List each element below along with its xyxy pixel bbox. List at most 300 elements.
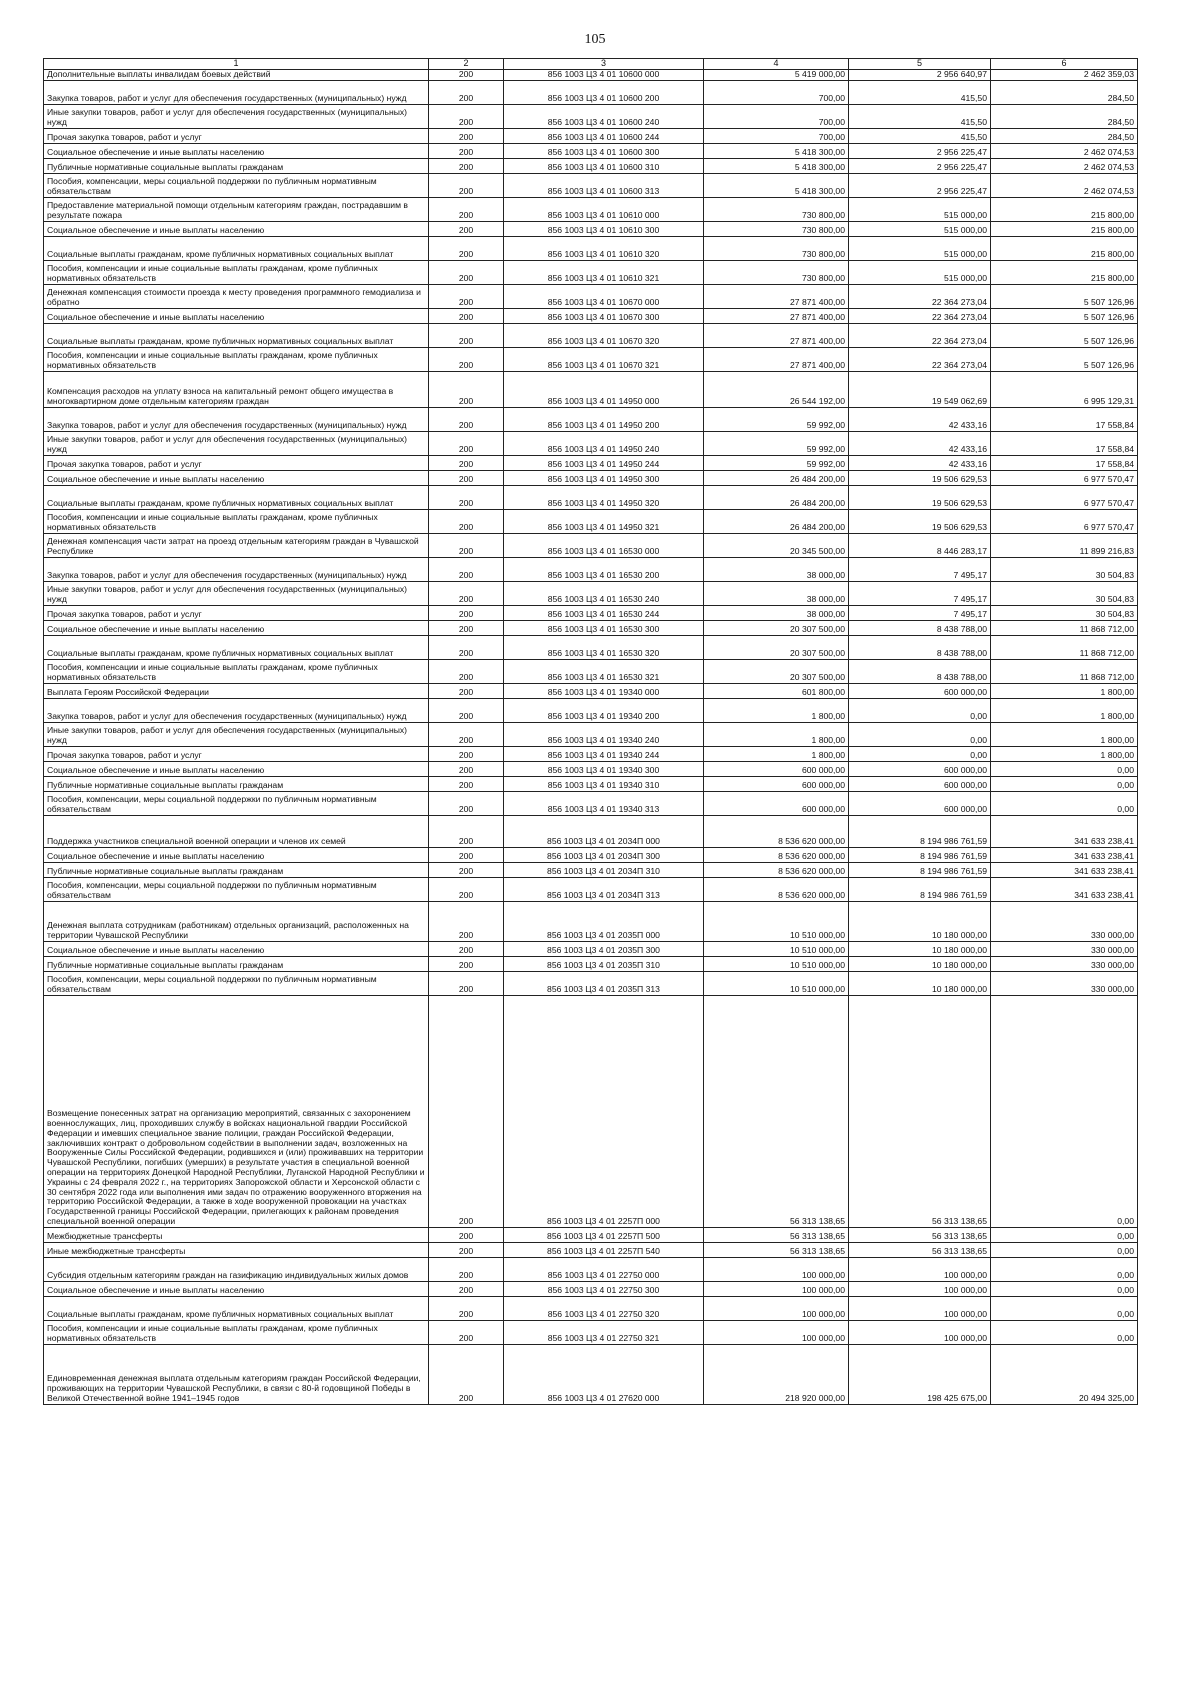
- row-col6-value: 0,00: [991, 1227, 1138, 1242]
- row-code: 200: [429, 862, 504, 877]
- table-row: [44, 407, 1138, 431]
- row-name: Публичные нормативные социальные выплаты гражданам: [44, 158, 429, 173]
- row-name: Иные межбюджетные трансферты: [44, 1242, 429, 1257]
- table-row: [44, 761, 1138, 776]
- row-col6-value: 5 507 126,96: [991, 323, 1138, 347]
- row-col5-value: 600 000,00: [849, 683, 991, 698]
- row-code: 200: [429, 620, 504, 635]
- row-kbk: 856 1003 Ц3 4 01 2035П 000: [504, 901, 704, 941]
- row-code: 200: [429, 581, 504, 605]
- row-col5-value: 42 433,16: [849, 455, 991, 470]
- row-col6-value: 30 504,83: [991, 557, 1138, 581]
- row-col6-value: 6 977 570,47: [991, 485, 1138, 509]
- row-code: 200: [429, 347, 504, 371]
- row-code: 200: [429, 683, 504, 698]
- table-row: [44, 847, 1138, 862]
- row-code: 200: [429, 371, 504, 407]
- row-code: 200: [429, 485, 504, 509]
- row-name: Социальное обеспечение и иные выплаты населению: [44, 941, 429, 956]
- row-col5-value: 100 000,00: [849, 1281, 991, 1296]
- row-col6-value: 30 504,83: [991, 581, 1138, 605]
- row-col6-value: 11 868 712,00: [991, 620, 1138, 635]
- row-kbk: 856 1003 Ц3 4 01 10600 000: [504, 70, 704, 81]
- row-kbk: 856 1003 Ц3 4 01 2035П 310: [504, 956, 704, 971]
- row-kbk: 856 1003 Ц3 4 01 19340 000: [504, 683, 704, 698]
- row-kbk: 856 1003 Ц3 4 01 2035П 300: [504, 941, 704, 956]
- table-row: [44, 776, 1138, 791]
- row-code: 200: [429, 956, 504, 971]
- row-name: Социальное обеспечение и иные выплаты населению: [44, 470, 429, 485]
- row-code: 200: [429, 197, 504, 221]
- row-kbk: 856 1003 Ц3 4 01 10670 320: [504, 323, 704, 347]
- row-col6-value: 17 558,84: [991, 431, 1138, 455]
- table-row: [44, 698, 1138, 722]
- row-col4-value: 1 800,00: [704, 698, 849, 722]
- budget-table: [43, 58, 1138, 1405]
- table-row: [44, 1320, 1138, 1344]
- column-header: 2: [429, 59, 504, 70]
- row-col4-value: 26 484 200,00: [704, 485, 849, 509]
- row-col5-value: 100 000,00: [849, 1320, 991, 1344]
- row-name: Социальное обеспечение и иные выплаты населению: [44, 620, 429, 635]
- row-name: Социальное обеспечение и иные выплаты населению: [44, 847, 429, 862]
- row-col5-value: 8 446 283,17: [849, 533, 991, 557]
- row-code: 200: [429, 877, 504, 901]
- row-kbk: 856 1003 Ц3 4 01 14950 321: [504, 509, 704, 533]
- row-col6-value: 0,00: [991, 1281, 1138, 1296]
- row-code: 200: [429, 698, 504, 722]
- row-code: 200: [429, 236, 504, 260]
- row-col4-value: 700,00: [704, 80, 849, 104]
- row-code: 200: [429, 173, 504, 197]
- row-col4-value: 20 307 500,00: [704, 620, 849, 635]
- row-kbk: 856 1003 Ц3 4 01 14950 244: [504, 455, 704, 470]
- row-col5-value: 7 495,17: [849, 557, 991, 581]
- table-row: [44, 1242, 1138, 1257]
- row-kbk: 856 1003 Ц3 4 01 14950 320: [504, 485, 704, 509]
- row-col6-value: 5 507 126,96: [991, 308, 1138, 323]
- row-name: Пособия, компенсации, меры социальной поддержки по публичным нормативным обязательствам: [44, 877, 429, 901]
- row-col5-value: 19 549 062,69: [849, 371, 991, 407]
- row-col6-value: 17 558,84: [991, 455, 1138, 470]
- row-name: Прочая закупка товаров, работ и услуг: [44, 455, 429, 470]
- row-col4-value: 8 536 620 000,00: [704, 862, 849, 877]
- row-col6-value: 330 000,00: [991, 971, 1138, 995]
- row-col6-value: 5 507 126,96: [991, 284, 1138, 308]
- row-col4-value: 20 307 500,00: [704, 659, 849, 683]
- table-row: [44, 485, 1138, 509]
- row-col5-value: 22 364 273,04: [849, 284, 991, 308]
- row-col6-value: 1 800,00: [991, 683, 1138, 698]
- row-col6-value: 6 995 129,31: [991, 371, 1138, 407]
- row-name: Межбюджетные трансферты: [44, 1227, 429, 1242]
- table-row: [44, 236, 1138, 260]
- row-col6-value: 341 633 238,41: [991, 862, 1138, 877]
- row-code: 200: [429, 1281, 504, 1296]
- row-col4-value: 10 510 000,00: [704, 941, 849, 956]
- row-col6-value: 284,50: [991, 80, 1138, 104]
- row-col5-value: 56 313 138,65: [849, 1227, 991, 1242]
- row-col5-value: 42 433,16: [849, 407, 991, 431]
- column-header: 4: [704, 59, 849, 70]
- row-col5-value: 415,50: [849, 104, 991, 128]
- row-col4-value: 600 000,00: [704, 776, 849, 791]
- row-kbk: 856 1003 Ц3 4 01 2257П 000: [504, 995, 704, 1227]
- row-name: Пособия, компенсации и иные социальные выплаты гражданам, кроме публичных нормативных обязательств: [44, 509, 429, 533]
- row-col6-value: 0,00: [991, 1320, 1138, 1344]
- row-col5-value: 22 364 273,04: [849, 347, 991, 371]
- row-col5-value: 2 956 640,97: [849, 70, 991, 81]
- row-col6-value: 330 000,00: [991, 901, 1138, 941]
- row-col4-value: 100 000,00: [704, 1257, 849, 1281]
- row-col6-value: 341 633 238,41: [991, 815, 1138, 847]
- row-kbk: 856 1003 Ц3 4 01 10670 000: [504, 284, 704, 308]
- row-col5-value: 42 433,16: [849, 431, 991, 455]
- table-row: [44, 128, 1138, 143]
- row-col5-value: 10 180 000,00: [849, 941, 991, 956]
- row-col6-value: 1 800,00: [991, 698, 1138, 722]
- column-header: 1: [44, 59, 429, 70]
- page-number: 105: [584, 32, 606, 47]
- row-kbk: 856 1003 Ц3 4 01 19340 244: [504, 746, 704, 761]
- row-col6-value: 0,00: [991, 791, 1138, 815]
- row-code: 200: [429, 776, 504, 791]
- row-col6-value: 17 558,84: [991, 407, 1138, 431]
- row-col5-value: 10 180 000,00: [849, 956, 991, 971]
- row-col4-value: 1 800,00: [704, 722, 849, 746]
- row-code: 200: [429, 455, 504, 470]
- row-col5-value: 600 000,00: [849, 761, 991, 776]
- row-name: Социальное обеспечение и иные выплаты населению: [44, 761, 429, 776]
- row-code: 200: [429, 746, 504, 761]
- row-col5-value: 0,00: [849, 746, 991, 761]
- row-kbk: 856 1003 Ц3 4 01 10600 244: [504, 128, 704, 143]
- row-name: Социальное обеспечение и иные выплаты населению: [44, 221, 429, 236]
- row-name: Публичные нормативные социальные выплаты гражданам: [44, 862, 429, 877]
- row-col5-value: 2 956 225,47: [849, 173, 991, 197]
- row-code: 200: [429, 1257, 504, 1281]
- row-col6-value: 11 868 712,00: [991, 635, 1138, 659]
- row-kbk: 856 1003 Ц3 4 01 19340 240: [504, 722, 704, 746]
- table-row: [44, 509, 1138, 533]
- row-name: Денежная выплата сотрудникам (работникам) отдельных организаций, расположенных на территории Чувашской Республики: [44, 901, 429, 941]
- row-col6-value: 284,50: [991, 128, 1138, 143]
- row-kbk: 856 1003 Ц3 4 01 2257П 540: [504, 1242, 704, 1257]
- row-name: Компенсация расходов на уплату взноса на капитальный ремонт общего имущества в многоквартирном доме отдельным категориям граждан: [44, 371, 429, 407]
- row-col5-value: 19 506 629,53: [849, 509, 991, 533]
- row-kbk: 856 1003 Ц3 4 01 14950 000: [504, 371, 704, 407]
- row-col6-value: 330 000,00: [991, 956, 1138, 971]
- row-name: Иные закупки товаров, работ и услуг для обеспечения государственных (муниципальных) нужд: [44, 581, 429, 605]
- row-code: 200: [429, 1320, 504, 1344]
- row-col4-value: 10 510 000,00: [704, 971, 849, 995]
- table-row: [44, 605, 1138, 620]
- row-col5-value: 415,50: [849, 128, 991, 143]
- table-row: [44, 971, 1138, 995]
- row-name: Иные закупки товаров, работ и услуг для обеспечения государственных (муниципальных) нужд: [44, 431, 429, 455]
- row-col5-value: 8 194 986 761,59: [849, 847, 991, 862]
- row-col6-value: 5 507 126,96: [991, 347, 1138, 371]
- row-col4-value: 730 800,00: [704, 236, 849, 260]
- table-row: [44, 158, 1138, 173]
- row-name: Социальные выплаты гражданам, кроме публичных нормативных социальных выплат: [44, 485, 429, 509]
- row-col4-value: 10 510 000,00: [704, 956, 849, 971]
- table-row: [44, 173, 1138, 197]
- row-col4-value: 20 345 500,00: [704, 533, 849, 557]
- table-row: [44, 197, 1138, 221]
- row-col5-value: 0,00: [849, 698, 991, 722]
- row-col5-value: 415,50: [849, 80, 991, 104]
- row-col4-value: 100 000,00: [704, 1320, 849, 1344]
- row-col4-value: 59 992,00: [704, 407, 849, 431]
- row-col6-value: 284,50: [991, 104, 1138, 128]
- row-col4-value: 5 418 300,00: [704, 143, 849, 158]
- row-col5-value: 7 495,17: [849, 605, 991, 620]
- row-code: 200: [429, 1344, 504, 1404]
- row-kbk: 856 1003 Ц3 4 01 16530 320: [504, 635, 704, 659]
- row-name: Закупка товаров, работ и услуг для обеспечения государственных (муниципальных) нужд: [44, 407, 429, 431]
- row-name: Денежная компенсация части затрат на проезд отдельным категориям граждан в Чувашской Республике: [44, 533, 429, 557]
- row-col4-value: 100 000,00: [704, 1296, 849, 1320]
- row-col6-value: 2 462 074,53: [991, 158, 1138, 173]
- row-col4-value: 27 871 400,00: [704, 308, 849, 323]
- table-row: [44, 431, 1138, 455]
- row-kbk: 856 1003 Ц3 4 01 16530 200: [504, 557, 704, 581]
- row-code: 200: [429, 1296, 504, 1320]
- row-kbk: 856 1003 Ц3 4 01 2257П 500: [504, 1227, 704, 1242]
- row-code: 200: [429, 308, 504, 323]
- table-row: [44, 791, 1138, 815]
- row-kbk: 856 1003 Ц3 4 01 2035П 313: [504, 971, 704, 995]
- row-code: 200: [429, 128, 504, 143]
- row-col6-value: 1 800,00: [991, 746, 1138, 761]
- row-name: Выплата Героям Российской Федерации: [44, 683, 429, 698]
- row-code: 200: [429, 143, 504, 158]
- table-row: [44, 284, 1138, 308]
- row-code: 200: [429, 971, 504, 995]
- row-kbk: 856 1003 Ц3 4 01 10600 310: [504, 158, 704, 173]
- row-kbk: 856 1003 Ц3 4 01 10670 300: [504, 308, 704, 323]
- row-kbk: 856 1003 Ц3 4 01 2034П 313: [504, 877, 704, 901]
- row-kbk: 856 1003 Ц3 4 01 22750 300: [504, 1281, 704, 1296]
- row-col5-value: 22 364 273,04: [849, 323, 991, 347]
- row-col4-value: 10 510 000,00: [704, 901, 849, 941]
- row-code: 200: [429, 70, 504, 81]
- row-col6-value: 341 633 238,41: [991, 847, 1138, 862]
- row-name: Пособия, компенсации и иные социальные выплаты гражданам, кроме публичных нормативных обязательств: [44, 260, 429, 284]
- row-name: Пособия, компенсации, меры социальной поддержки по публичным нормативным обязательствам: [44, 791, 429, 815]
- row-kbk: 856 1003 Ц3 4 01 22750 320: [504, 1296, 704, 1320]
- row-kbk: 856 1003 Ц3 4 01 2034П 300: [504, 847, 704, 862]
- row-name: Возмещение понесенных затрат на организацию мероприятий, связанных с захоронением военнослужащих, лиц, проходивших службу в войсках национальной гвардии Российской Федерации и имевших специальное звание полиции, граждан Российской Федерации, заключивших контракт о добровольном содействии в выполнении задач, возложенных на Вооруженные Силы Российской Федерации, родившихся и (или) проживавших на территории Чувашской Республики, погибших (умерших) в результате участия в специальной военной операции на территориях Донецкой Народной Республики, Луганской Народной Республики и Украины с 24 февраля 2022 г., на территориях Запорожской области и Херсонской области с 30 сентября 2022 года или выполнения ими задач по отражению вооруженного вторжения на территорию Российской Федерации, а также в ходе вооруженной провокации на участках Государственной границы Российской Федерации, прилегающих к районам проведения специальной военной операции: [44, 995, 429, 1227]
- row-code: 200: [429, 791, 504, 815]
- row-name: Социальное обеспечение и иные выплаты населению: [44, 308, 429, 323]
- row-col5-value: 8 438 788,00: [849, 659, 991, 683]
- table-body: [44, 70, 1138, 1405]
- row-col5-value: 10 180 000,00: [849, 971, 991, 995]
- table-row: [44, 995, 1138, 1227]
- row-kbk: 856 1003 Ц3 4 01 10610 321: [504, 260, 704, 284]
- row-col4-value: 56 313 138,65: [704, 995, 849, 1227]
- row-code: 200: [429, 221, 504, 236]
- row-col6-value: 2 462 359,03: [991, 70, 1138, 81]
- row-code: 200: [429, 761, 504, 776]
- row-name: Поддержка участников специальной военной операции и членов их семей: [44, 815, 429, 847]
- row-kbk: 856 1003 Ц3 4 01 2034П 310: [504, 862, 704, 877]
- row-name: Пособия, компенсации и иные социальные выплаты гражданам, кроме публичных нормативных обязательств: [44, 659, 429, 683]
- row-col6-value: 330 000,00: [991, 941, 1138, 956]
- row-name: Прочая закупка товаров, работ и услуг: [44, 746, 429, 761]
- row-code: 200: [429, 659, 504, 683]
- table-row: [44, 1257, 1138, 1281]
- row-kbk: 856 1003 Ц3 4 01 19340 300: [504, 761, 704, 776]
- row-col6-value: 2 462 074,53: [991, 173, 1138, 197]
- table-row: [44, 956, 1138, 971]
- row-kbk: 856 1003 Ц3 4 01 10600 313: [504, 173, 704, 197]
- row-col6-value: 215 800,00: [991, 197, 1138, 221]
- row-col4-value: 100 000,00: [704, 1281, 849, 1296]
- row-code: 200: [429, 284, 504, 308]
- row-code: 200: [429, 995, 504, 1227]
- row-col5-value: 56 313 138,65: [849, 995, 991, 1227]
- row-kbk: 856 1003 Ц3 4 01 10600 240: [504, 104, 704, 128]
- row-kbk: 856 1003 Ц3 4 01 19340 310: [504, 776, 704, 791]
- row-col4-value: 56 313 138,65: [704, 1227, 849, 1242]
- row-col4-value: 26 484 200,00: [704, 470, 849, 485]
- table-row: [44, 221, 1138, 236]
- row-col6-value: 0,00: [991, 1242, 1138, 1257]
- row-col4-value: 20 307 500,00: [704, 635, 849, 659]
- row-code: 200: [429, 80, 504, 104]
- row-code: 200: [429, 1242, 504, 1257]
- table-row: [44, 455, 1138, 470]
- row-col4-value: 27 871 400,00: [704, 323, 849, 347]
- row-name: Социальное обеспечение и иные выплаты населению: [44, 143, 429, 158]
- table-row: [44, 80, 1138, 104]
- row-col6-value: 215 800,00: [991, 260, 1138, 284]
- row-code: 200: [429, 533, 504, 557]
- row-col5-value: 19 506 629,53: [849, 470, 991, 485]
- table-row: [44, 877, 1138, 901]
- row-kbk: 856 1003 Ц3 4 01 10600 300: [504, 143, 704, 158]
- row-col6-value: 0,00: [991, 776, 1138, 791]
- row-col4-value: 26 544 192,00: [704, 371, 849, 407]
- row-col5-value: 515 000,00: [849, 197, 991, 221]
- table-row: [44, 557, 1138, 581]
- row-name: Прочая закупка товаров, работ и услуг: [44, 128, 429, 143]
- row-col4-value: 700,00: [704, 128, 849, 143]
- row-col6-value: 341 633 238,41: [991, 877, 1138, 901]
- row-name: Прочая закупка товаров, работ и услуг: [44, 605, 429, 620]
- table-row: [44, 1344, 1138, 1404]
- row-col4-value: 5 418 300,00: [704, 173, 849, 197]
- row-col5-value: 8 194 986 761,59: [849, 862, 991, 877]
- table-row: [44, 308, 1138, 323]
- table-row: [44, 901, 1138, 941]
- row-kbk: 856 1003 Ц3 4 01 16530 300: [504, 620, 704, 635]
- row-code: 200: [429, 323, 504, 347]
- table-header-row: [44, 59, 1138, 70]
- row-name: Закупка товаров, работ и услуг для обеспечения государственных (муниципальных) нужд: [44, 80, 429, 104]
- row-kbk: 856 1003 Ц3 4 01 14950 240: [504, 431, 704, 455]
- row-code: 200: [429, 722, 504, 746]
- row-name: Дополнительные выплаты инвалидам боевых действий: [44, 70, 429, 81]
- row-name: Социальные выплаты гражданам, кроме публичных нормативных социальных выплат: [44, 323, 429, 347]
- row-col6-value: 215 800,00: [991, 221, 1138, 236]
- row-col4-value: 5 419 000,00: [704, 70, 849, 81]
- row-col5-value: 19 506 629,53: [849, 485, 991, 509]
- row-code: 200: [429, 104, 504, 128]
- row-name: Денежная компенсация стоимости проезда к месту проведения программного гемодиализа и обратно: [44, 284, 429, 308]
- row-col5-value: 0,00: [849, 722, 991, 746]
- table-row: [44, 1296, 1138, 1320]
- table-row: [44, 1281, 1138, 1296]
- row-name: Социальные выплаты гражданам, кроме публичных нормативных социальных выплат: [44, 1296, 429, 1320]
- table-row: [44, 371, 1138, 407]
- row-col4-value: 730 800,00: [704, 197, 849, 221]
- row-kbk: 856 1003 Ц3 4 01 16530 240: [504, 581, 704, 605]
- row-col4-value: 730 800,00: [704, 260, 849, 284]
- row-col4-value: 730 800,00: [704, 221, 849, 236]
- row-code: 200: [429, 158, 504, 173]
- row-col6-value: 11 868 712,00: [991, 659, 1138, 683]
- row-kbk: 856 1003 Ц3 4 01 16530 244: [504, 605, 704, 620]
- table-row: [44, 941, 1138, 956]
- row-col4-value: 38 000,00: [704, 605, 849, 620]
- table-row: [44, 143, 1138, 158]
- table-row: [44, 533, 1138, 557]
- row-col6-value: 215 800,00: [991, 236, 1138, 260]
- row-name: Социальные выплаты гражданам, кроме публичных нормативных социальных выплат: [44, 236, 429, 260]
- table-row: [44, 347, 1138, 371]
- row-col4-value: 1 800,00: [704, 746, 849, 761]
- row-col5-value: 8 194 986 761,59: [849, 877, 991, 901]
- column-header: 3: [504, 59, 704, 70]
- row-col4-value: 59 992,00: [704, 455, 849, 470]
- row-col6-value: 30 504,83: [991, 605, 1138, 620]
- row-kbk: 856 1003 Ц3 4 01 10610 300: [504, 221, 704, 236]
- row-kbk: 856 1003 Ц3 4 01 19340 200: [504, 698, 704, 722]
- row-col4-value: 8 536 620 000,00: [704, 815, 849, 847]
- table-row: [44, 746, 1138, 761]
- row-col5-value: 100 000,00: [849, 1257, 991, 1281]
- row-kbk: 856 1003 Ц3 4 01 10600 200: [504, 80, 704, 104]
- table-row: [44, 104, 1138, 128]
- row-col5-value: 10 180 000,00: [849, 901, 991, 941]
- row-col6-value: 0,00: [991, 995, 1138, 1227]
- row-code: 200: [429, 605, 504, 620]
- row-col6-value: 6 977 570,47: [991, 470, 1138, 485]
- row-col4-value: 56 313 138,65: [704, 1242, 849, 1257]
- row-name: Закупка товаров, работ и услуг для обеспечения государственных (муниципальных) нужд: [44, 698, 429, 722]
- row-col5-value: 600 000,00: [849, 776, 991, 791]
- row-col6-value: 11 899 216,83: [991, 533, 1138, 557]
- table-row: [44, 581, 1138, 605]
- row-name: Единовременная денежная выплата отдельным категориям граждан Российской Федерации, проживающих на территории Чувашской Республики, в связи с 80-й годовщиной Победы в Великой Отечественной войне 1941–1945 годов: [44, 1344, 429, 1404]
- table-row: [44, 323, 1138, 347]
- row-kbk: 856 1003 Ц3 4 01 16530 321: [504, 659, 704, 683]
- row-col4-value: 8 536 620 000,00: [704, 877, 849, 901]
- table-row: [44, 260, 1138, 284]
- row-col4-value: 38 000,00: [704, 581, 849, 605]
- row-kbk: 856 1003 Ц3 4 01 14950 300: [504, 470, 704, 485]
- row-kbk: 856 1003 Ц3 4 01 14950 200: [504, 407, 704, 431]
- row-code: 200: [429, 470, 504, 485]
- row-col5-value: 56 313 138,65: [849, 1242, 991, 1257]
- row-col4-value: 27 871 400,00: [704, 347, 849, 371]
- row-code: 200: [429, 847, 504, 862]
- table-row: [44, 470, 1138, 485]
